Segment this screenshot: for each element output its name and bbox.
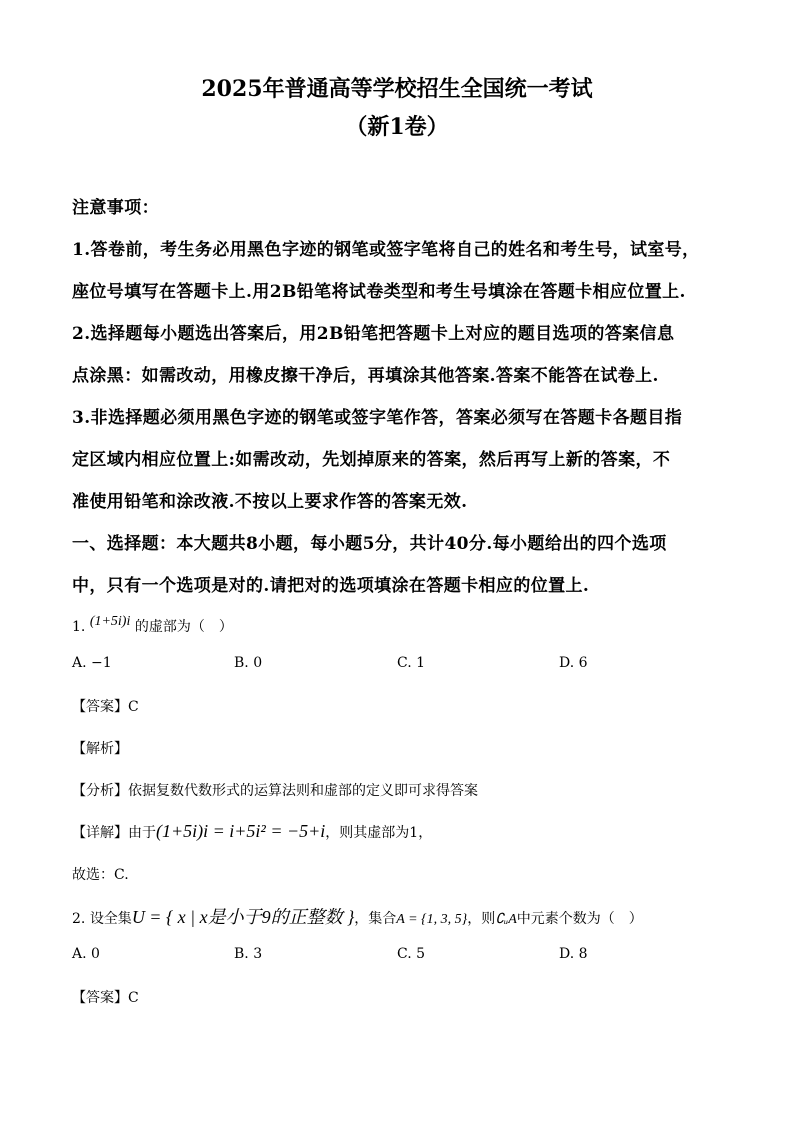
detail-math: (1+5i)i = i+5i² = −5+i <box>156 821 326 841</box>
question-2-text-3: ，则 <box>467 911 496 927</box>
question-1 <box>72 616 233 636</box>
question-2-option-d: D. 8 <box>559 946 588 962</box>
exam-title: 2025年普通高等学校招生全国统一考试 <box>201 76 593 102</box>
question-2-set-a: A = {1, 3, 5} <box>396 912 468 927</box>
question-1-expression: (1+5i)i <box>89 614 131 629</box>
question-1-number: 1. <box>72 619 86 635</box>
question-1-fenxi <box>72 780 478 800</box>
section-1-line-2: 中，只有一个选项是对的.请把对的选项填涂在答题卡相应的位置上. <box>72 576 590 596</box>
notice-item-2-line-2: 点涂黑：如需改动，用橡皮擦干净后，再填涂其他答案.答案不能答在试卷上. <box>72 366 659 386</box>
question-2-number: 2. <box>72 911 86 927</box>
question-1-conclusion: 故选：C. <box>72 867 129 883</box>
question-1-detail <box>72 821 432 842</box>
detail-prefix: 由于 <box>128 825 156 841</box>
exam-subtitle: （新1卷） <box>345 114 449 140</box>
notice-item-2-line-1: 2.选择题每小题选出答案后，用2B铅笔把答题卡上对应的题目选项的答案信息 <box>72 324 675 344</box>
question-1-option-d: D. 6 <box>559 655 588 671</box>
question-2-option-c: C. 5 <box>397 946 426 962</box>
notice-item-3-line-3: 准使用铅笔和涂改液.不按以上要求作答的答案无效. <box>72 492 468 512</box>
question-2-text-1: 设全集 <box>89 911 132 927</box>
question-1-option-b: B. 0 <box>234 655 263 671</box>
question-1-answer <box>72 696 139 716</box>
question-2-answer <box>72 987 139 1007</box>
detail-suffix: ，则其虚部为1， <box>325 825 433 841</box>
question-2-text-2: ，集合 <box>354 911 397 927</box>
answer-value: C <box>128 699 139 715</box>
fenxi-label: 【分析】 <box>72 783 128 799</box>
question-2-text-4: 中元素个数为（ ） <box>516 911 643 927</box>
section-1-line-1: 一、选择题：本大题共8小题，每小题5分，共计40分.每小题给出的四个选项 <box>72 534 667 554</box>
question-2-option-b: B. 3 <box>234 946 263 962</box>
question-2-set-u: U = { x | x是小于9的正整数 } <box>131 907 355 927</box>
notice-item-1-line-2: 座位号填写在答题卡上.用2B铅笔将试卷类型和考生号填涂在答题卡相应位置上. <box>72 282 686 302</box>
question-2-option-a: A. 0 <box>72 946 100 962</box>
question-2 <box>72 903 643 929</box>
question-1-option-c: C. 1 <box>397 655 426 671</box>
detail-label: 【详解】 <box>72 825 128 841</box>
question-1-option-a: A. −1 <box>72 655 112 671</box>
question-1-text: 的虚部为（ ） <box>134 619 233 635</box>
notice-item-1-line-1: 1.答卷前，考生务必用黑色字迹的钢笔或签字笔将自己的姓名和考生号，试室号， <box>72 240 700 260</box>
notice-item-3-line-1: 3.非选择题必须用黑色字迹的钢笔或签字笔作答，答案必须写在答题卡各题目指 <box>72 408 683 428</box>
question-2-complement: ∁ᵤA <box>495 912 517 927</box>
notice-heading: 注意事项： <box>72 198 159 218</box>
notice-item-3-line-2: 定区域内相应位置上:如需改动，先划掉原来的答案，然后再写上新的答案，不 <box>72 450 671 470</box>
answer-label: 【答案】 <box>72 990 128 1006</box>
question-1-analysis-label: 【解析】 <box>72 741 128 757</box>
fenxi-text: 依据复数代数形式的运算法则和虚部的定义即可求得答案 <box>128 783 478 799</box>
answer-value: C <box>128 990 139 1006</box>
answer-label: 【答案】 <box>72 699 128 715</box>
